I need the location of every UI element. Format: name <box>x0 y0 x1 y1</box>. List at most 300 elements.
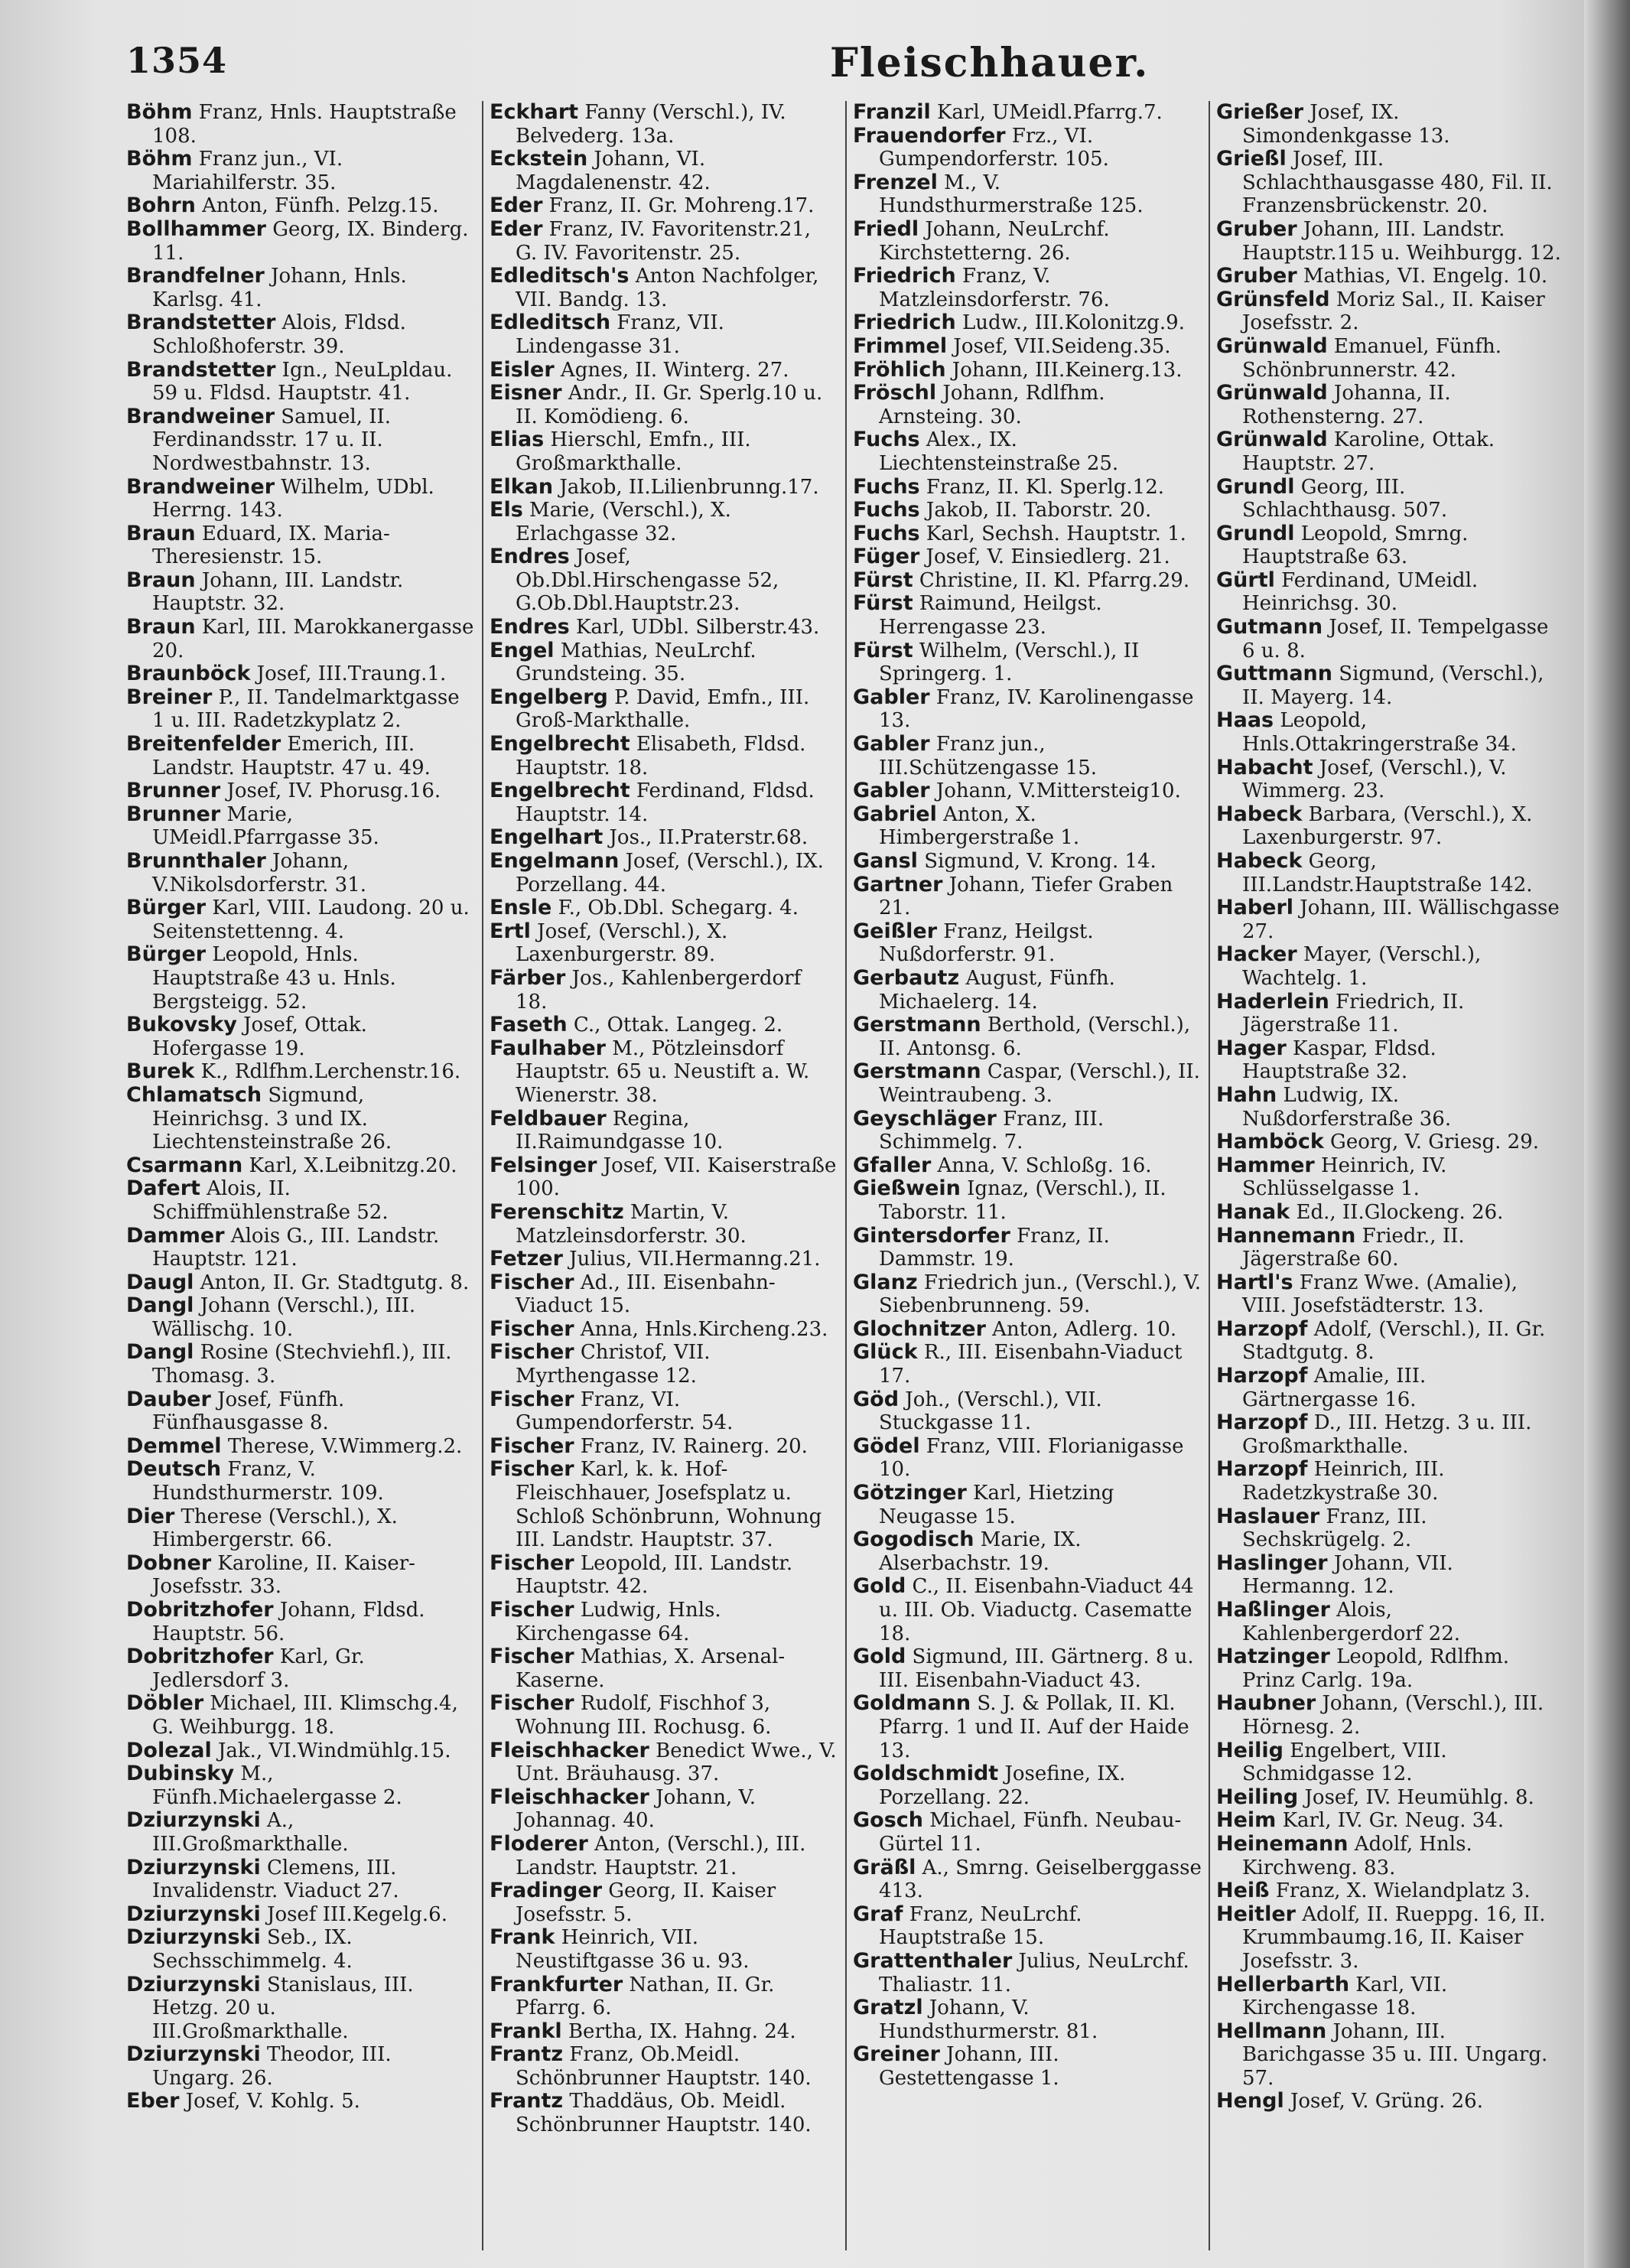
entry-details: Josef, VII.Seideng.35. <box>947 334 1171 358</box>
entry-details: Johann, VII. Hermanng. 12. <box>1242 1551 1453 1599</box>
entry-details: Franz, IV. Rainerg. 20. <box>574 1434 808 1458</box>
directory-entry <box>853 545 1202 569</box>
entry-surname: Grünwald <box>1216 381 1328 405</box>
entry-details: Josef, III.Traung.1. <box>250 662 447 686</box>
entry-surname: Fuchs <box>853 474 920 499</box>
entry-surname: Dziurzynski <box>126 2042 261 2067</box>
entry-surname: Frimmel <box>853 334 948 358</box>
entry-details: Martin, V. Matzleinsdorferstr. 30. <box>516 1200 747 1248</box>
entry-details: Karoline, II. Kaiser-Josefsstr. 33. <box>152 1551 415 1599</box>
entry-details: Josef, Ottak. Hofergasse 19. <box>152 1014 367 1060</box>
entry-surname: Gabriel <box>853 802 937 826</box>
entry-details: Ign., NeuLpldau. 59 u. Fldsd. Hauptstr. 41. <box>152 358 453 405</box>
directory-entry <box>853 522 1202 546</box>
entry-details: Josef, II. Tempelgasse 6 u. 8. <box>1242 616 1549 662</box>
entry-surname: Gutmann <box>1216 615 1323 639</box>
entry-details: Moriz Sal., II. Kaiser Josefsstr. 2. <box>1242 288 1545 335</box>
directory-entry <box>490 194 838 218</box>
directory-entry <box>1216 569 1565 616</box>
entry-details: Michael, III. Klimschg.4, G. Weihburgg. 18. <box>152 1692 458 1739</box>
directory-entry <box>490 428 838 475</box>
directory-entry <box>1216 218 1565 265</box>
entry-surname: Gerstmann <box>853 1059 981 1084</box>
entry-surname: Fischer <box>490 1433 574 1458</box>
entry-surname: Graf <box>853 1902 903 1926</box>
directory-entry <box>490 1154 838 1201</box>
directory-entry <box>853 311 1202 335</box>
directory-entry <box>1216 428 1565 475</box>
entry-details: Leopold, Hnls.Ottakringerstraße 34. <box>1242 709 1517 757</box>
directory-entry <box>853 967 1202 1014</box>
directory-entry <box>126 1645 475 1692</box>
entry-details: Karl, X.Leibnitzg.20. <box>242 1154 457 1177</box>
entry-details: Anton, II. Gr. Stadtgutg. 8. <box>194 1271 470 1294</box>
directory-entry <box>126 733 475 779</box>
directory-entry <box>490 499 838 545</box>
entry-surname: Eder <box>490 194 543 218</box>
entry-details: Johanna, II. Rothensterng. 27. <box>1242 382 1451 428</box>
entry-details: Benedict Wwe., V. Unt. Bräuhausg. 37. <box>516 1739 837 1786</box>
entry-details: C., II. Eisenbahn-Viaduct 44 u. III. Ob. Viaductg. Casematte 18. <box>879 1575 1194 1645</box>
directory-entry <box>1216 1645 1565 1692</box>
entry-details: Marie, UMeidl.Pfarrgasse 35. <box>152 802 379 850</box>
directory-entry <box>490 733 838 779</box>
entry-surname: Eisler <box>490 357 555 382</box>
entry-surname: Dangl <box>126 1340 194 1365</box>
entry-surname: Dier <box>126 1504 175 1528</box>
entry-details: C., Ottak. Langeg. 2. <box>567 1014 783 1037</box>
directory-entry <box>126 896 475 943</box>
directory-entry <box>490 1388 838 1435</box>
entry-surname: Dolezal <box>126 1738 212 1762</box>
entry-details: Josef, IX. Simondenkgasse 13. <box>1242 101 1450 148</box>
entry-surname: Dubinsky <box>126 1762 235 1786</box>
directory-entry <box>490 1974 838 2020</box>
entry-surname: Gabler <box>853 779 930 803</box>
entry-surname: Haslauer <box>1216 1504 1320 1528</box>
entry-details: Raimund, Heilgst. Herrengasse 23. <box>879 592 1102 639</box>
entry-surname: Dziurzynski <box>126 1972 261 1996</box>
entry-details: Georg, IX. Binderg. 11. <box>152 217 469 265</box>
entry-surname: Hengl <box>1216 2089 1284 2113</box>
entry-surname: Fürst <box>853 638 913 662</box>
directory-entry <box>490 359 838 382</box>
entry-surname: Goldmann <box>853 1691 971 1716</box>
directory-entry <box>853 1645 1202 1692</box>
entry-surname: Dauber <box>126 1387 211 1411</box>
directory-entry <box>490 1271 838 1318</box>
directory-entry <box>126 1809 475 1856</box>
entry-surname: Gansl <box>853 849 918 873</box>
directory-entry <box>853 1014 1202 1060</box>
directory-entry <box>1216 1739 1565 1786</box>
entry-surname: Gießwein <box>853 1176 961 1201</box>
entry-surname: Glanz <box>853 1270 918 1294</box>
entry-surname: Guttmann <box>1216 662 1332 686</box>
entry-surname: Fleischhacker <box>490 1785 649 1809</box>
column-1 <box>126 101 475 2254</box>
entry-surname: Daugl <box>126 1270 194 1294</box>
directory-entry <box>490 1201 838 1248</box>
entry-details: Sigmund, (Verschl.), II. Mayerg. 14. <box>1242 662 1544 709</box>
entry-surname: Hellmann <box>1216 2019 1327 2043</box>
directory-entry <box>1216 850 1565 896</box>
entry-details: Josef, (Verschl.), V. Wimmerg. 23. <box>1242 756 1507 803</box>
directory-entry <box>1216 476 1565 522</box>
entry-surname: Hacker <box>1216 942 1297 967</box>
entry-surname: Els <box>490 498 523 522</box>
entry-details: Karl, UMeidl.Pfarrg.7. <box>930 101 1163 124</box>
entry-surname: Eckstein <box>490 147 588 171</box>
directory-entry <box>490 850 838 896</box>
directory-entry <box>490 1645 838 1692</box>
directory-entry <box>1216 1037 1565 1084</box>
entry-surname: Floderer <box>490 1831 588 1856</box>
column-3 <box>853 101 1202 2254</box>
entry-surname: Fischer <box>490 1598 574 1622</box>
directory-entry <box>1216 1318 1565 1365</box>
entry-details: Alex., IX. Liechtensteinstraße 25. <box>879 428 1119 475</box>
directory-entry <box>853 499 1202 522</box>
entry-details: Franz, Ob.Meidl. Schönbrunner Hauptstr. 140. <box>516 2043 812 2090</box>
directory-entry <box>1216 943 1565 990</box>
directory-columns <box>126 101 1564 2254</box>
entry-details: Berthold, (Verschl.), II. Antonsg. 6. <box>879 1014 1191 1060</box>
entry-details: Johann, III. Barichgasse 35 u. III. Ungarg. 57. <box>1242 2019 1548 2090</box>
directory-entry <box>126 265 475 311</box>
directory-entry <box>1216 757 1565 803</box>
entry-surname: Eckhart <box>490 101 579 124</box>
entry-details: Johann, V.Nikolsdorferstr. 31. <box>152 850 367 896</box>
entry-details: Bertha, IX. Hahng. 24. <box>561 2019 796 2043</box>
directory-entry <box>490 1108 838 1154</box>
directory-entry <box>126 569 475 616</box>
entry-details: Michael, Fünfh. Neubau-Gürtel 11. <box>879 1809 1182 1856</box>
entry-surname: Felsinger <box>490 1153 597 1177</box>
entry-details: Franz, II. Dammstr. 19. <box>879 1224 1110 1271</box>
entry-details: Franz, III. Schimmelg. 7. <box>879 1107 1105 1154</box>
entry-surname: Endres <box>490 545 570 569</box>
entry-surname: Breiner <box>126 685 213 709</box>
entry-surname: Habacht <box>1216 755 1313 779</box>
entry-surname: Dziurzynski <box>126 1808 261 1833</box>
directory-entry <box>490 2043 838 2090</box>
entry-surname: Grünwald <box>1216 428 1328 452</box>
directory-entry <box>1216 1692 1565 1739</box>
entry-details: Marie, (Verschl.), X. Erlachgasse 32. <box>516 499 731 545</box>
directory-entry <box>490 1599 838 1645</box>
entry-surname: Heiß <box>1216 1879 1270 1903</box>
directory-entry <box>126 1458 475 1505</box>
entry-details: Franz, IV. Favoritenstr.21, G. IV. Favoritenstr. 25. <box>516 217 812 265</box>
entry-surname: Burek <box>126 1059 195 1084</box>
entry-surname: Bohrn <box>126 194 196 218</box>
entry-details: Heinrich, IV. Schlüsselgasse 1. <box>1242 1154 1447 1201</box>
entry-details: Karl, Sechsh. Hauptstr. 1. <box>919 522 1186 545</box>
entry-details: Ignaz, (Verschl.), II. Taborstr. 11. <box>879 1177 1166 1224</box>
entry-details: Leopold, Rdlfhm. Prinz Carlg. 19a. <box>1242 1645 1510 1692</box>
entry-surname: Gfaller <box>853 1153 932 1177</box>
entry-details: Therese, V.Wimmerg.2. <box>221 1434 463 1458</box>
entry-surname: Fradinger <box>490 1879 603 1903</box>
entry-details: Jakob, II. Taborstr. 20. <box>919 499 1152 522</box>
directory-entry <box>853 125 1202 171</box>
directory-entry <box>853 1528 1202 1575</box>
directory-entry <box>490 1341 838 1388</box>
directory-entry <box>490 616 838 639</box>
directory-entry <box>126 616 475 662</box>
directory-entry <box>490 148 838 194</box>
entry-surname: Fetzer <box>490 1247 563 1271</box>
entry-surname: Fischer <box>490 1270 574 1294</box>
entry-surname: Heilig <box>1216 1738 1284 1762</box>
entry-details: Karl, IV. Gr. Neug. 34. <box>1276 1809 1505 1833</box>
directory-entry <box>126 148 475 194</box>
entry-details: Leopold, III. Landstr. Hauptstr. 42. <box>516 1551 793 1599</box>
directory-entry <box>853 733 1202 779</box>
directory-entry <box>126 1435 475 1459</box>
entry-surname: Böhm <box>126 147 193 171</box>
directory-entry <box>1216 2090 1565 2113</box>
directory-entry <box>853 1435 1202 1482</box>
entry-surname: Gerstmann <box>853 1013 981 1037</box>
entry-details: Regina, II.Raimundgasse 10. <box>516 1107 724 1154</box>
entry-surname: Ferenschitz <box>490 1199 624 1224</box>
entry-details: Franz, II. Gr. Mohreng.17. <box>542 194 815 218</box>
entry-surname: Frantz <box>490 2042 564 2067</box>
directory-entry <box>853 779 1202 803</box>
entry-details: Marie, IX. Alserbachstr. 19. <box>879 1528 1082 1575</box>
entry-details: P., II. Tandelmarktgasse 1 u. III. Radetzkyplatz 2. <box>152 685 460 733</box>
directory-entry <box>853 335 1202 359</box>
directory-entry <box>490 1692 838 1739</box>
directory-entry <box>853 1482 1202 1528</box>
directory-entry <box>853 1060 1202 1107</box>
entry-surname: Böhm <box>126 101 193 124</box>
entry-surname: Döbler <box>126 1691 204 1716</box>
entry-details: Karl, VIII. Laudong. 20 u. Seitenstettenng. 4. <box>152 896 470 943</box>
directory-entry <box>126 1294 475 1341</box>
entry-details: Georg, III. Schlachthausg. 507. <box>1242 475 1448 522</box>
entry-details: Johann, Hnls. Karlsg. 41. <box>152 265 407 311</box>
entry-surname: Friedl <box>853 216 919 241</box>
directory-entry <box>853 569 1202 593</box>
directory-entry <box>1216 1505 1565 1552</box>
directory-entry <box>490 686 838 733</box>
entry-details: Eduard, IX. Maria-Theresienstr. 15. <box>152 522 390 569</box>
directory-entry <box>853 1225 1202 1271</box>
entry-details: Christof, VII. Myrthengasse 12. <box>516 1341 711 1388</box>
directory-entry <box>126 1552 475 1599</box>
entry-details: Josef, V. Einsiedlerg. 21. <box>919 545 1170 569</box>
directory-entry <box>126 1692 475 1739</box>
directory-entry <box>490 545 838 616</box>
directory-entry <box>1216 522 1565 569</box>
entry-surname: Harzopf <box>1216 1457 1308 1482</box>
entry-surname: Ertl <box>490 919 531 943</box>
entry-surname: Brandstetter <box>126 311 276 335</box>
directory-entry <box>853 1692 1202 1762</box>
entry-surname: Dziurzynski <box>126 1855 261 1879</box>
entry-details: Johann, NeuLrchf. Kirchstetterng. 26. <box>879 217 1110 265</box>
entry-details: Anna, V. Schloßg. 16. <box>931 1154 1152 1177</box>
entry-surname: Engel <box>490 638 555 662</box>
directory-entry <box>853 1809 1202 1856</box>
directory-entry <box>853 803 1202 850</box>
entry-surname: Engelhart <box>490 825 604 850</box>
directory-entry <box>490 218 838 265</box>
directory-entry <box>126 1505 475 1552</box>
entry-details: R., III. Eisenbahn-Viaduct 17. <box>879 1341 1183 1388</box>
entry-details: Karoline, Ottak. Hauptstr. 27. <box>1242 428 1495 475</box>
entry-details: Johann, V. Hundsthurmerstr. 81. <box>879 1996 1098 2043</box>
directory-entry <box>490 639 838 686</box>
directory-entry <box>490 1014 838 1037</box>
entry-surname: Grundl <box>1216 521 1295 545</box>
entry-details: Seb., IX. Sechsschimmelg. 4. <box>152 1926 353 1973</box>
entry-details: Mathias, X. Arsenal-Kaserne. <box>516 1645 786 1692</box>
directory-entry <box>853 1154 1202 1178</box>
directory-entry <box>490 1552 838 1599</box>
entry-details: Rudolf, Fischhof 3, Wohnung III. Rochusg. 6. <box>516 1692 772 1739</box>
entry-surname: Hatzinger <box>1216 1645 1330 1669</box>
entry-details: Friedrich jun., (Verschl.), V. Siebenbrunneng. 59. <box>879 1271 1202 1318</box>
entry-surname: Habeck <box>1216 802 1303 826</box>
entry-details: Ferdinand, UMeidl. Heinrichsg. 30. <box>1242 568 1479 616</box>
directory-entry <box>490 779 838 826</box>
directory-entry <box>853 850 1202 874</box>
entry-surname: Haderlein <box>1216 989 1329 1014</box>
entry-details: K., Rdlfhm.Lerchenstr.16. <box>194 1060 461 1084</box>
directory-entry <box>126 662 475 686</box>
entry-surname: Grundl <box>1216 474 1295 499</box>
entry-surname: Glück <box>853 1340 918 1365</box>
entry-surname: Braunböck <box>126 662 251 686</box>
entry-details: Elisabeth, Fldsd. Hauptstr. 18. <box>516 733 806 779</box>
entry-surname: Frantz <box>490 2089 564 2113</box>
entry-details: A., III.Großmarkthalle. <box>152 1809 349 1856</box>
directory-entry <box>490 2020 838 2044</box>
entry-details: Karl, III. Marokkanergasse 20. <box>152 616 474 662</box>
entry-surname: Fischer <box>490 1340 574 1365</box>
entry-details: Jak., VI.Windmühlg.15. <box>211 1739 451 1762</box>
entry-surname: Bukovsky <box>126 1013 237 1037</box>
entry-surname: Dangl <box>126 1293 194 1318</box>
entry-surname: Brandweiner <box>126 474 275 499</box>
entry-surname: Brunnthaler <box>126 849 266 873</box>
entry-surname: Engelberg <box>490 685 608 709</box>
entry-surname: Gabler <box>853 732 930 757</box>
directory-entry <box>1216 1833 1565 1879</box>
entry-surname: Eder <box>490 216 543 241</box>
entry-surname: Heim <box>1216 1808 1277 1833</box>
directory-entry <box>1216 1809 1565 1833</box>
entry-surname: Grattenthaler <box>853 1948 1013 1973</box>
directory-entry <box>126 1762 475 1809</box>
entry-surname: Gogodisch <box>853 1528 974 1552</box>
directory-entry <box>853 639 1202 686</box>
entry-details: Georg, II. Kaiser Josefsstr. 5. <box>516 1879 776 1926</box>
directory-entry <box>490 1318 838 1342</box>
entry-surname: Hannemann <box>1216 1223 1356 1248</box>
directory-entry <box>853 1177 1202 1224</box>
entry-surname: Eisner <box>490 381 562 405</box>
entry-surname: Bollhammer <box>126 216 266 241</box>
directory-entry <box>126 1903 475 1927</box>
entry-surname: Hanak <box>1216 1199 1290 1224</box>
entry-details: Sigmund, V. Krong. 14. <box>917 850 1157 873</box>
entry-surname: Faseth <box>490 1013 568 1037</box>
entry-surname: Heinemann <box>1216 1831 1349 1856</box>
entry-surname: Feldbauer <box>490 1106 607 1131</box>
directory-entry <box>853 1388 1202 1435</box>
directory-entry <box>126 2043 475 2090</box>
entry-details: Karl, UDbl. Silberstr.43. <box>569 616 820 639</box>
entry-surname: Deutsch <box>126 1457 222 1482</box>
directory-entry <box>490 1786 838 1833</box>
entry-surname: Hahn <box>1216 1082 1277 1107</box>
entry-surname: Edleditsch <box>490 311 611 335</box>
entry-details: Heinrich, VII. Neustiftgasse 36 u. 93. <box>516 1926 750 1973</box>
entry-details: Franz, III. Sechskrügelg. 2. <box>1242 1505 1427 1552</box>
entry-surname: Gräßl <box>853 1855 916 1879</box>
entry-surname: Haßlinger <box>1216 1598 1330 1622</box>
directory-entry <box>1216 803 1565 850</box>
entry-details: Johann, III. Wällischgasse 27. <box>1242 896 1560 943</box>
entry-details: Friedr., II. Jägerstraße 60. <box>1242 1224 1465 1271</box>
entry-details: Wilhelm, (Verschl.), II Springerg. 1. <box>879 639 1140 686</box>
entry-details: Josef, IV. Heumühlg. 8. <box>1298 1785 1534 1809</box>
entry-surname: Brunner <box>126 779 221 803</box>
entry-details: Julius, NeuLrchf. Thaliastr. 11. <box>879 1949 1189 1996</box>
entry-surname: Heitler <box>1216 1902 1296 1926</box>
directory-entry <box>126 2090 475 2113</box>
entry-surname: Grünsfeld <box>1216 287 1330 311</box>
entry-surname: Bürger <box>126 896 207 920</box>
directory-entry <box>126 1926 475 1973</box>
entry-surname: Dafert <box>126 1176 200 1201</box>
entry-details: Friedrich, II. Jägerstraße 11. <box>1242 990 1465 1037</box>
entry-surname: Grießer <box>1216 101 1304 124</box>
directory-entry <box>490 826 838 850</box>
entry-details: Anton Nachfolger, VII. Bandg. 13. <box>516 265 819 311</box>
directory-entry <box>1216 1903 1565 1974</box>
entry-details: Clemens, III. Invalidenstr. Viaduct 27. <box>152 1856 399 1903</box>
entry-details: Ed., II.Glockeng. 26. <box>1290 1200 1504 1224</box>
entry-surname: Grießl <box>1216 147 1287 171</box>
entry-details: Rosine (Stechviehfl.), III. Thomasg. 3. <box>152 1341 452 1388</box>
entry-surname: Csarmann <box>126 1153 243 1177</box>
directory-entry <box>126 1177 475 1224</box>
entry-surname: Gruber <box>1216 264 1297 288</box>
directory-entry <box>490 1458 838 1551</box>
entry-details: Wilhelm, UDbl. Herrng. 143. <box>152 475 434 522</box>
entry-details: Johann, Fldsd. Hauptstr. 56. <box>152 1599 425 1645</box>
entry-details: Joh., (Verschl.), VII. Stuckgasse 11. <box>879 1388 1102 1435</box>
directory-entry <box>1216 1271 1565 1318</box>
directory-entry <box>853 476 1202 499</box>
entry-surname: Engelbrecht <box>490 732 630 757</box>
entry-details: Nathan, II. Gr. Pfarrg. 6. <box>516 1973 775 2020</box>
entry-details: Stanislaus, III. Hetzg. 20 u. III.Großmarkthalle. <box>152 1973 414 2043</box>
entry-details: Alois, Kahlenbergerdorf 22. <box>1242 1599 1460 1645</box>
entry-details: Amalie, III. Gärtnergasse 16. <box>1242 1365 1427 1411</box>
entry-surname: Haberl <box>1216 896 1294 920</box>
directory-entry <box>1216 1154 1565 1201</box>
entry-details: Ludwig, IX. Nußdorferstraße 36. <box>1242 1083 1452 1131</box>
entry-details: Caspar, (Verschl.), II. Weintraubeng. 3. <box>879 1060 1200 1107</box>
column-2 <box>490 101 838 2254</box>
